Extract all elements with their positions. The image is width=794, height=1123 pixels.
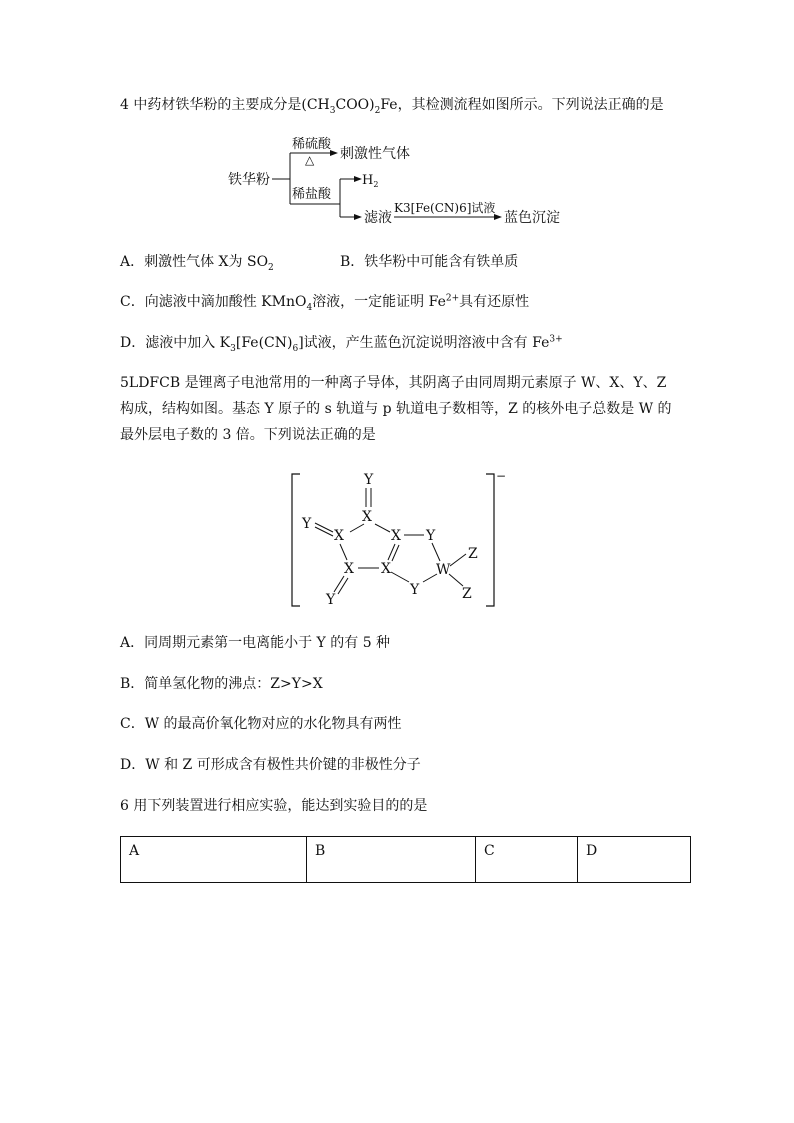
table-cell-c: C <box>476 837 578 883</box>
flow-start: 铁华粉 <box>228 172 270 188</box>
q4-option-d: D．滤液中加入 $K_3[Fe(CN)_6]$试液，产生蓝色沉淀说明溶液中含有 $Fe^{3+}$ <box>120 334 563 354</box>
q4-option-b: B．铁华粉中可能含有铁单质 <box>340 254 519 270</box>
atom-x-top: X <box>362 509 372 525</box>
heat-symbol: △ <box>305 153 315 167</box>
atom-z-bottom: Z <box>462 586 472 602</box>
q5-option-d: D．W 和 Z 可形成含有极性共价键的非极性分子 <box>120 757 421 773</box>
flow-result: 蓝色沉淀 <box>504 210 560 226</box>
q5-stem: 5LDFCB 是锂离子电池常用的一种离子导体，其阴离子由同周期元素原子 W、X、Y、Z 构成，结构如图。基态 Y 原子的 s 轨道与 p 轨道电子数相等，Z 的核外电子总数是 W 的最外层电子数的 3 倍。下列说法正确的是 <box>120 375 672 443</box>
atom-y-bottom-right: Y <box>410 582 420 598</box>
flow-h2: $H_2$ <box>362 173 379 189</box>
q5-option-c: C．W 的最高价氧化物对应的水化物具有两性 <box>120 716 402 732</box>
atom-x-bottom-right: X <box>381 561 391 577</box>
table-cell-a: A <box>121 837 307 883</box>
atom-z-top: Z <box>468 546 478 562</box>
table-row <box>121 837 691 883</box>
q6-stem: 6 用下列装置进行相应实验，能达到实验目的的是 <box>120 798 428 814</box>
flow-product-top: 刺激性气体 <box>340 146 410 162</box>
q5-option-a: A．同周期元素第一电离能小于 Y 的有 5 种 <box>120 635 391 651</box>
flow-reagent-top: 稀硫酸 <box>292 137 332 152</box>
anion-charge: − <box>496 469 507 483</box>
q4-flow-diagram <box>222 134 582 234</box>
q4-option-c: C．向滤液中滴加酸性 KMnO$_4$溶液，一定能证明 $Fe^{2+}$具有还原性 <box>120 293 530 313</box>
q6-options-table <box>120 836 691 883</box>
q5-structure-diagram <box>286 466 510 612</box>
table-cell-d: D <box>578 837 691 883</box>
atom-w: W <box>436 562 451 578</box>
atom-y-top: Y <box>364 472 374 488</box>
flow-filtrate: 滤液 <box>364 210 392 226</box>
atom-x-right: X <box>391 528 401 544</box>
atom-x-bottom-left: X <box>344 561 354 577</box>
atom-x-left: X <box>334 528 344 544</box>
table-cell-b: B <box>307 837 476 883</box>
flow-test-reagent: K3[Fe(CN)6]试液 <box>394 201 496 215</box>
flow-reagent-bottom: 稀盐酸 <box>292 187 332 202</box>
q5-option-b: B．简单氢化物的沸点：Z>Y>X <box>120 676 323 692</box>
q4-option-a: A．刺激性气体 X为 $SO_2$ <box>120 254 274 273</box>
atom-y-bottom-left: Y <box>326 592 336 608</box>
q4-stem: 4 中药材铁华粉的主要成分是$(CH_3COO)_2Fe$，其检测流程如图所示。下列说法正确的是 <box>120 97 664 116</box>
atom-y-right: Y <box>426 528 436 544</box>
atom-y-left: Y <box>302 516 312 532</box>
